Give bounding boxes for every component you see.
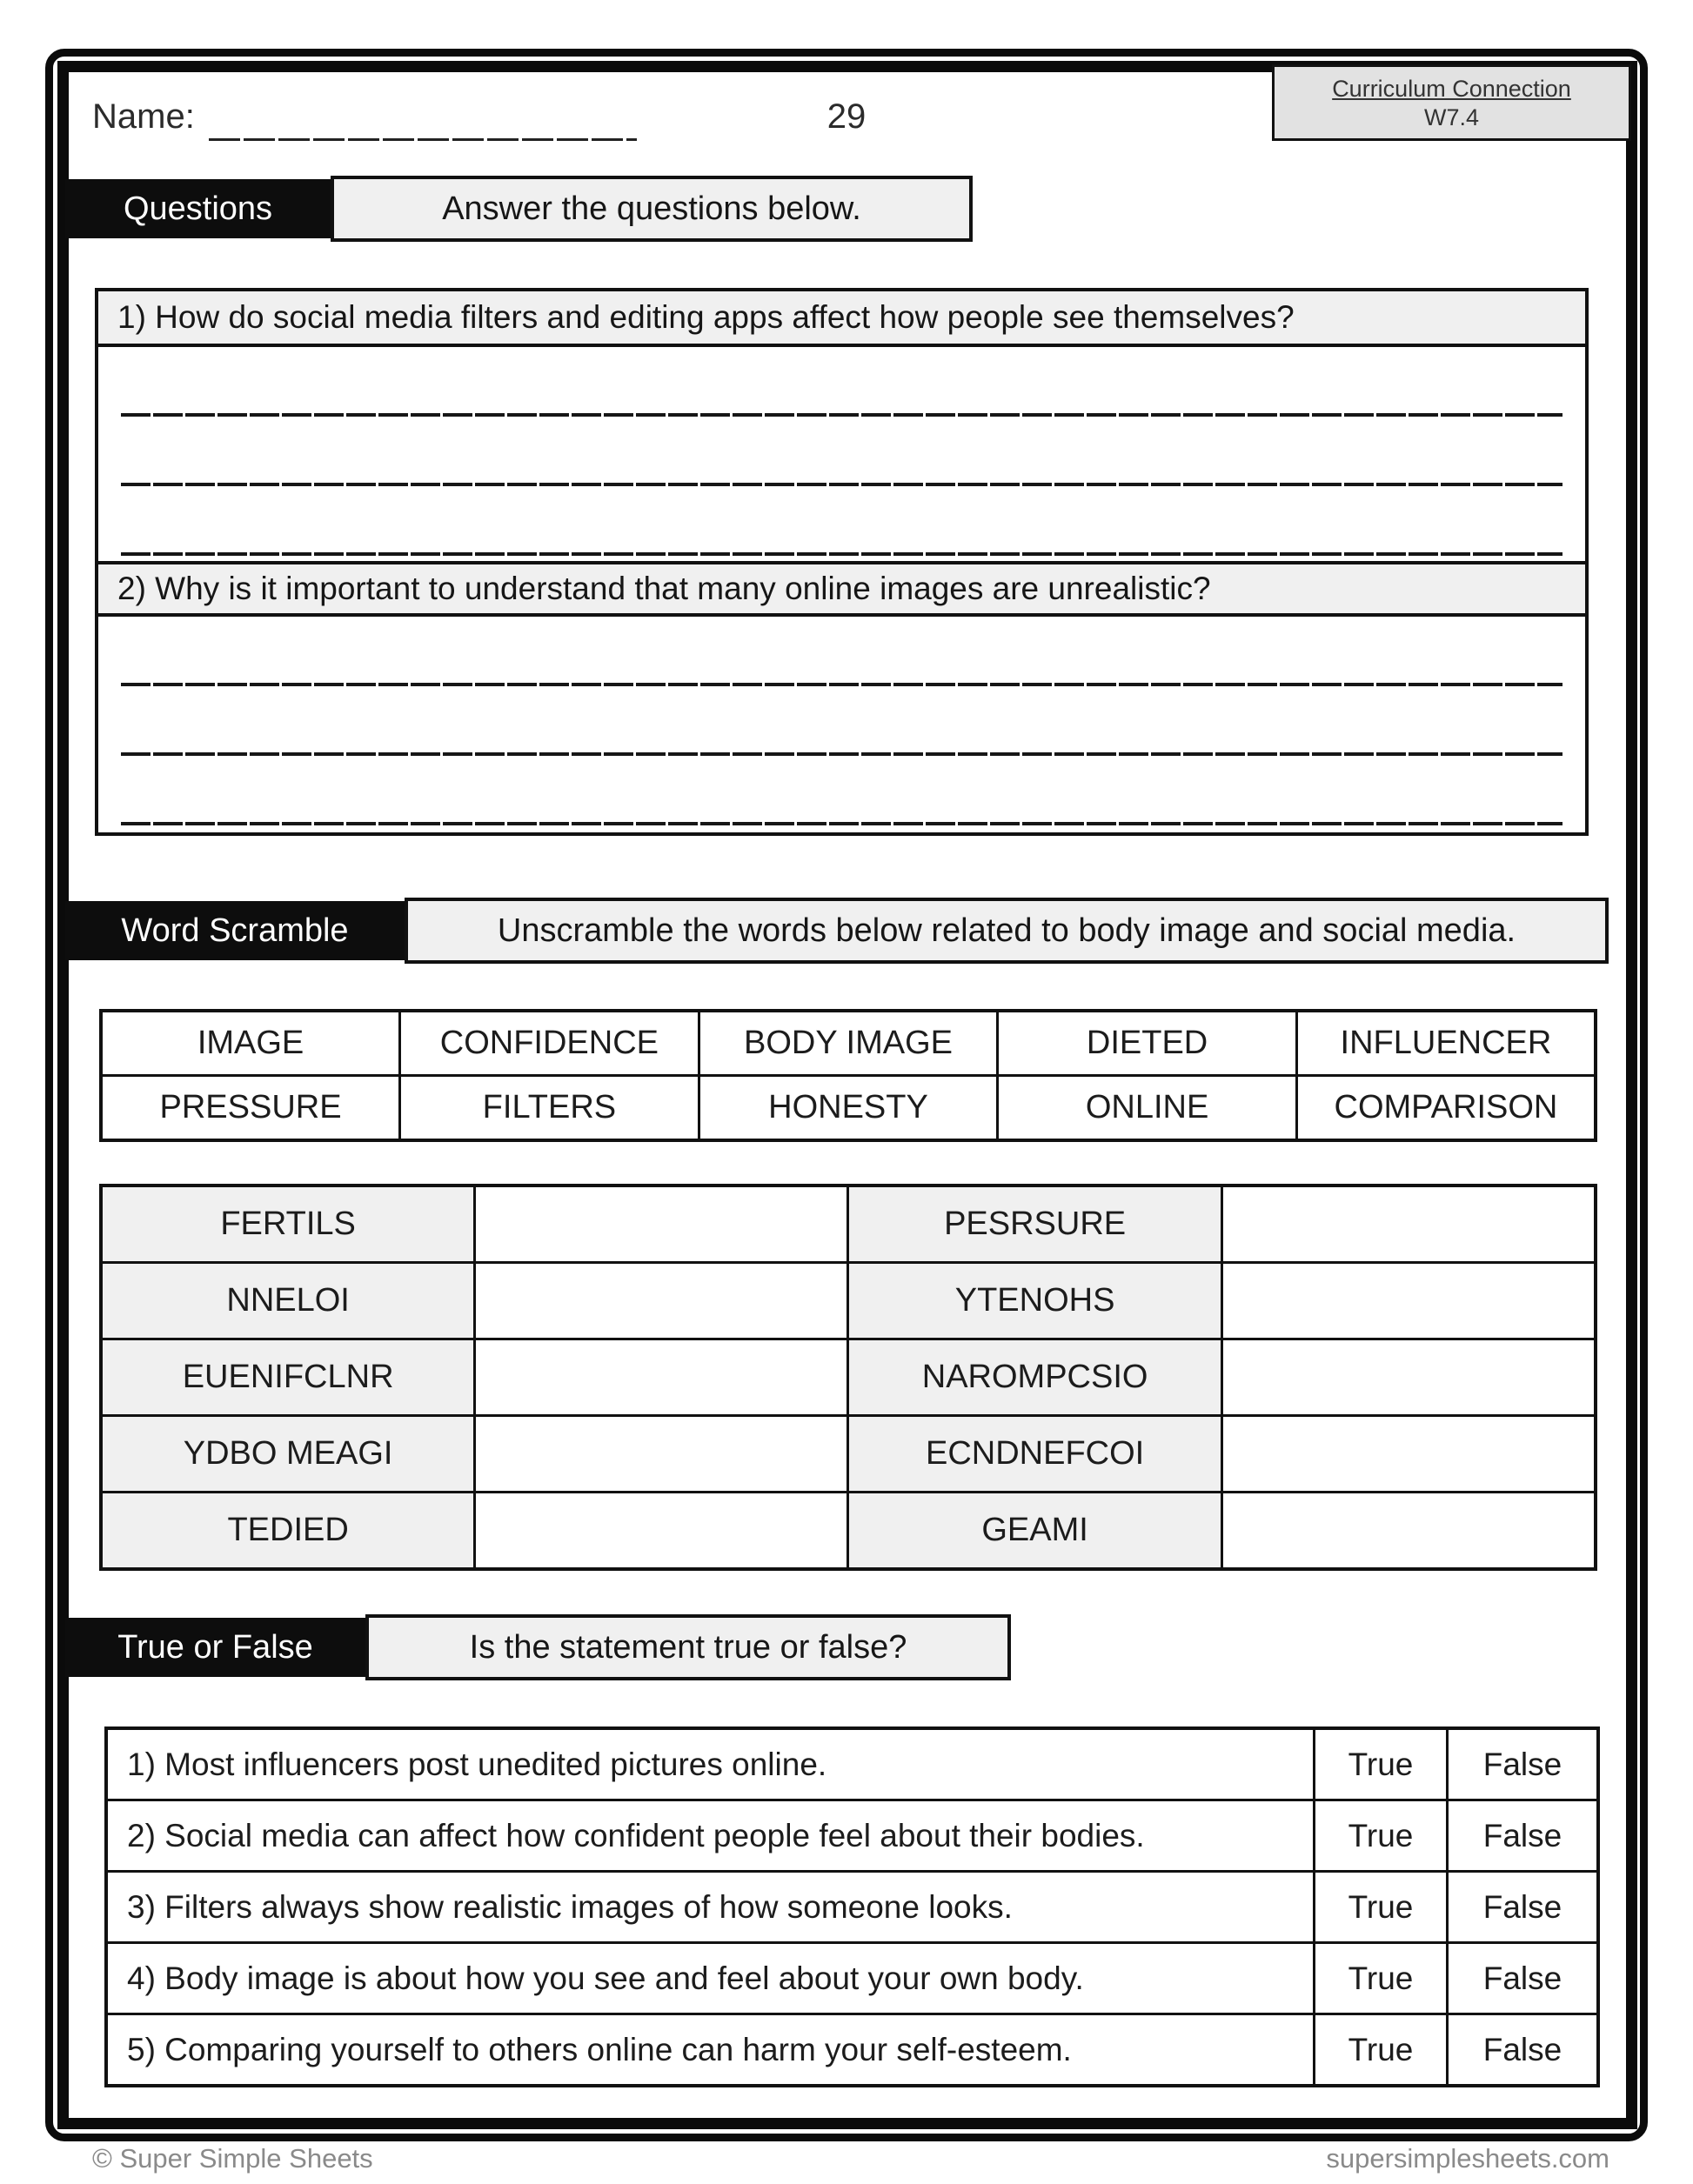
word-bank-table xyxy=(99,1009,1597,1142)
word-bank-cell: FILTERS xyxy=(400,1076,699,1141)
word-bank-cell: BODY IMAGE xyxy=(699,1011,998,1076)
answer-line[interactable] xyxy=(121,486,1563,556)
word-bank-cell: ONLINE xyxy=(998,1076,1297,1141)
table-row xyxy=(106,1728,1598,1800)
table-row xyxy=(101,1263,1596,1339)
tf-false-option[interactable]: False xyxy=(1448,1728,1599,1800)
word-bank-cell: CONFIDENCE xyxy=(400,1011,699,1076)
tf-true-option[interactable]: True xyxy=(1315,1943,1448,2014)
question-1-answer-area[interactable] xyxy=(98,344,1585,561)
scramble-answer-cell[interactable] xyxy=(1221,1186,1596,1263)
answer-line[interactable] xyxy=(121,686,1563,756)
answer-line[interactable] xyxy=(121,756,1563,825)
scramble-answer-cell[interactable] xyxy=(1221,1339,1596,1416)
page-number: 29 xyxy=(826,97,867,136)
true-false-section-instruction: Is the statement true or false? xyxy=(365,1614,1011,1680)
answer-line[interactable] xyxy=(121,417,1563,486)
name-input-line[interactable] xyxy=(209,97,637,141)
scramble-answer-cell[interactable] xyxy=(475,1186,848,1263)
scrambled-word: PESRSURE xyxy=(848,1186,1221,1263)
answer-line[interactable] xyxy=(121,347,1563,417)
scrambled-word: FERTILS xyxy=(101,1186,475,1263)
question-1-prompt: 1) How do social media filters and editing apps affect how people see themselves? xyxy=(98,291,1585,344)
scramble-answer-cell[interactable] xyxy=(1221,1263,1596,1339)
tf-statement: 4) Body image is about how you see and feel about your own body. xyxy=(106,1943,1315,2014)
table-row xyxy=(101,1186,1596,1263)
scrambled-word: YTENOHS xyxy=(848,1263,1221,1339)
table-row xyxy=(101,1339,1596,1416)
scrambled-word: NAROMPCSIO xyxy=(848,1339,1221,1416)
scrambled-word: NNELOI xyxy=(101,1263,475,1339)
word-scramble-section-instruction: Unscramble the words below related to body image and social media. xyxy=(405,898,1609,964)
tf-statement: 1) Most influencers post unedited pictures online. xyxy=(106,1728,1315,1800)
tf-statement: 5) Comparing yourself to others online can harm your self-esteem. xyxy=(106,2014,1315,2087)
table-row xyxy=(101,1416,1596,1493)
curriculum-connection-title: Curriculum Connection xyxy=(1332,76,1571,102)
scramble-answer-cell[interactable] xyxy=(475,1263,848,1339)
scrambled-word: GEAMI xyxy=(848,1493,1221,1570)
scramble-answer-cell[interactable] xyxy=(1221,1416,1596,1493)
word-bank-cell: PRESSURE xyxy=(101,1076,400,1141)
scrambled-word: YDBO MEAGI xyxy=(101,1416,475,1493)
questions-section-instruction: Answer the questions below. xyxy=(331,176,973,242)
curriculum-connection-box xyxy=(1272,64,1631,141)
tf-true-option[interactable]: True xyxy=(1315,1872,1448,1943)
scramble-table xyxy=(99,1184,1597,1571)
tf-true-option[interactable]: True xyxy=(1315,1728,1448,1800)
table-row xyxy=(106,1872,1598,1943)
table-row xyxy=(106,1800,1598,1872)
questions-block xyxy=(95,288,1589,836)
word-bank-cell: HONESTY xyxy=(699,1076,998,1141)
tf-statement: 3) Filters always show realistic images of how someone looks. xyxy=(106,1872,1315,1943)
answer-line[interactable] xyxy=(121,617,1563,686)
tf-true-option[interactable]: True xyxy=(1315,1800,1448,1872)
true-false-section-label: True or False xyxy=(65,1618,365,1677)
word-bank-cell: COMPARISON xyxy=(1296,1076,1596,1141)
tf-false-option[interactable]: False xyxy=(1448,1943,1599,2014)
scrambled-word: ECNDNEFCOI xyxy=(848,1416,1221,1493)
table-row xyxy=(101,1076,1596,1141)
scramble-answer-cell[interactable] xyxy=(475,1493,848,1570)
scrambled-word: EUENIFCLNR xyxy=(101,1339,475,1416)
word-bank-cell: INFLUENCER xyxy=(1296,1011,1596,1076)
curriculum-connection-code: W7.4 xyxy=(1423,104,1480,130)
tf-true-option[interactable]: True xyxy=(1315,2014,1448,2087)
word-bank-cell: IMAGE xyxy=(101,1011,400,1076)
name-label: Name: xyxy=(92,97,195,136)
footer-copyright: © Super Simple Sheets xyxy=(92,2143,373,2174)
scrambled-word: TEDIED xyxy=(101,1493,475,1570)
scramble-answer-cell[interactable] xyxy=(475,1416,848,1493)
question-2-prompt: 2) Why is it important to understand that many online images are unrealistic? xyxy=(98,561,1585,613)
question-2-answer-area[interactable] xyxy=(98,613,1585,832)
tf-statement: 2) Social media can affect how confident people feel about their bodies. xyxy=(106,1800,1315,1872)
questions-section-label: Questions xyxy=(65,179,331,238)
word-bank-cell: DIETED xyxy=(998,1011,1297,1076)
footer-website: supersimplesheets.com xyxy=(1326,2143,1609,2174)
scramble-answer-cell[interactable] xyxy=(1221,1493,1596,1570)
tf-false-option[interactable]: False xyxy=(1448,2014,1599,2087)
table-row xyxy=(106,1943,1598,2014)
table-row xyxy=(106,2014,1598,2087)
true-false-table xyxy=(104,1726,1600,2087)
scramble-answer-cell[interactable] xyxy=(475,1339,848,1416)
table-row xyxy=(101,1493,1596,1570)
table-row xyxy=(101,1011,1596,1076)
word-scramble-section-label: Word Scramble xyxy=(65,901,405,960)
tf-false-option[interactable]: False xyxy=(1448,1872,1599,1943)
tf-false-option[interactable]: False xyxy=(1448,1800,1599,1872)
